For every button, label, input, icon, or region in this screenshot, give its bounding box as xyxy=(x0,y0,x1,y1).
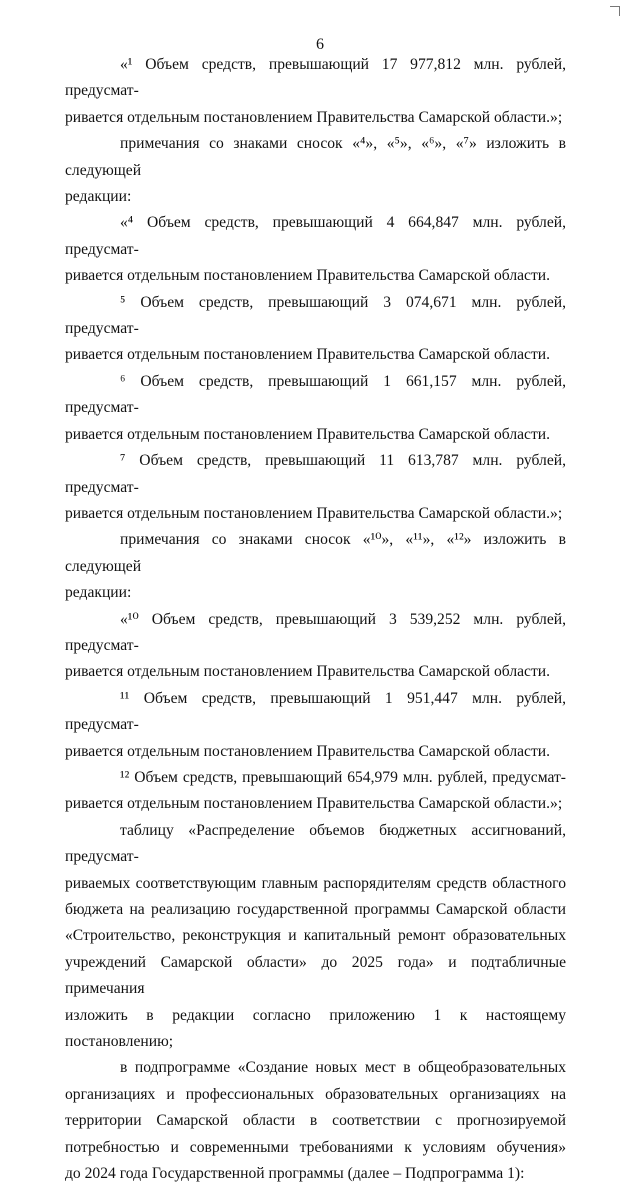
paragraph-footnote-11-cont xyxy=(65,739,566,765)
line: «⁴ Объем средств, превышающий 4 664,847 млн. рублей, предусмат- xyxy=(65,214,566,258)
line: территории Самарской области в соответствии с прогнозируемой xyxy=(65,1112,566,1130)
paragraph-subprogram-line-4 xyxy=(65,1135,566,1161)
paragraph-table-line-6 xyxy=(65,1003,566,1056)
paragraph-footnote-4 xyxy=(65,210,566,263)
line: в подпрограмме «Создание новых мест в общеобразовательных xyxy=(120,1059,566,1077)
line: изложить в редакции согласно приложению 1 к настоящему постановлению; xyxy=(65,1006,566,1051)
line: редакции: xyxy=(65,188,132,206)
line: примечания со знаками сносок «¹⁰», «¹¹», «¹²» изложить в следующей xyxy=(65,531,566,575)
line: ⁷ Объем средств, превышающий 11 613,787 млн. рублей, предусмат- xyxy=(65,452,566,496)
paragraph-footnote-6-cont xyxy=(65,422,566,448)
paragraph-footnote-5 xyxy=(65,290,566,343)
line: ривается отдельным постановлением Правительства Самарской области. xyxy=(65,267,551,285)
line: ривается отдельным постановлением Правительства Самарской области.»; xyxy=(65,504,563,522)
line: ривается отдельным постановлением Правительства Самарской области. xyxy=(65,663,551,681)
paragraph-notes-4-7-cont xyxy=(65,184,566,210)
paragraph-table-line-1 xyxy=(65,818,566,871)
page-number: 6 xyxy=(316,36,324,53)
paragraph-subprogram-line-5 xyxy=(65,1161,566,1187)
line: примечания со знаками сносок «⁴», «⁵», «⁶», «⁷» изложить в следующей xyxy=(65,135,566,179)
paragraph-subprogram-line-3 xyxy=(65,1108,566,1134)
line: ⁵ Объем средств, превышающий 3 074,671 млн. рублей, предусмат- xyxy=(65,293,566,338)
paragraph-footnote-4-cont xyxy=(65,263,566,289)
paragraph-notes-10-12-cont xyxy=(65,580,566,606)
line: учреждений Самарской области» до 2025 года» и подтабличные примечания xyxy=(65,953,566,998)
line: ривается отдельным постановлением Правительства Самарской области.»; xyxy=(65,795,563,813)
line: ривается отдельным постановлением Правительства Самарской области. xyxy=(65,742,551,760)
paragraph-subprogram-line-1 xyxy=(65,1055,566,1081)
line: до 2024 года Государственной программы (далее – Подпрограмма 1): xyxy=(65,1165,525,1183)
paragraph-footnote-5-cont xyxy=(65,342,566,368)
line: ¹² Объем средств, превышающий 654,979 млн. рублей, предусмат- xyxy=(120,768,566,786)
line: бюджета на реализацию государственной программы Самарской области xyxy=(65,901,566,918)
paragraph-footnote-7-cont xyxy=(65,501,566,527)
paragraph-footnote-11 xyxy=(65,686,566,739)
scan-corner-mark xyxy=(610,6,620,16)
line: ривается отдельным постановлением Правительства Самарской области.»; xyxy=(65,108,563,126)
line: организациях и профессиональных образовательных организациях на xyxy=(65,1085,566,1103)
line: «¹ Объем средств, превышающий 17 977,812 млн. рублей, предусмат- xyxy=(65,56,566,100)
line: ⁶ Объем средств, превышающий 1 661,157 млн. рублей, предусмат- xyxy=(65,372,566,417)
line: риваемых соответствующим главным распорядителям средств областного xyxy=(65,874,566,892)
line: ривается отдельным постановлением Правительства Самарской области. xyxy=(65,346,551,364)
line: ¹¹ Объем средств, превышающий 1 951,447 млн. рублей, предусмат- xyxy=(65,689,566,734)
paragraph-footnote-10-cont xyxy=(65,659,566,685)
paragraph-table-line-2 xyxy=(65,871,566,897)
line: ривается отдельным постановлением Правительства Самарской области. xyxy=(65,425,551,443)
line: «Строительство, реконструкция и капитальный ремонт образовательных xyxy=(65,927,566,945)
line: потребностью и современными требованиями к условиям обучения» xyxy=(65,1138,566,1156)
paragraph-footnote-6 xyxy=(65,369,566,422)
paragraph-notes-4-7 xyxy=(65,131,566,184)
paragraph-table-line-5 xyxy=(65,950,566,1003)
document-body xyxy=(65,52,566,1187)
line: редакции: xyxy=(65,584,132,602)
paragraph-footnote-7 xyxy=(65,448,566,501)
paragraph-notes-10-12 xyxy=(65,527,566,580)
paragraph-footnote-1-cont xyxy=(65,105,566,131)
line: таблицу «Распределение объемов бюджетных ассигнований, предусмат- xyxy=(65,821,566,866)
paragraph-table-line-4 xyxy=(65,923,566,949)
paragraph-footnote-10 xyxy=(65,607,566,660)
paragraph-table-line-3 xyxy=(65,897,566,923)
paragraph-footnote-12 xyxy=(65,765,566,791)
line: «¹⁰ Объем средств, превышающий 3 539,252 млн. рублей, предусмат- xyxy=(65,610,566,654)
paragraph-subprogram-line-2 xyxy=(65,1082,566,1108)
paragraph-footnote-1 xyxy=(65,52,566,105)
paragraph-footnote-12-cont xyxy=(65,791,566,817)
